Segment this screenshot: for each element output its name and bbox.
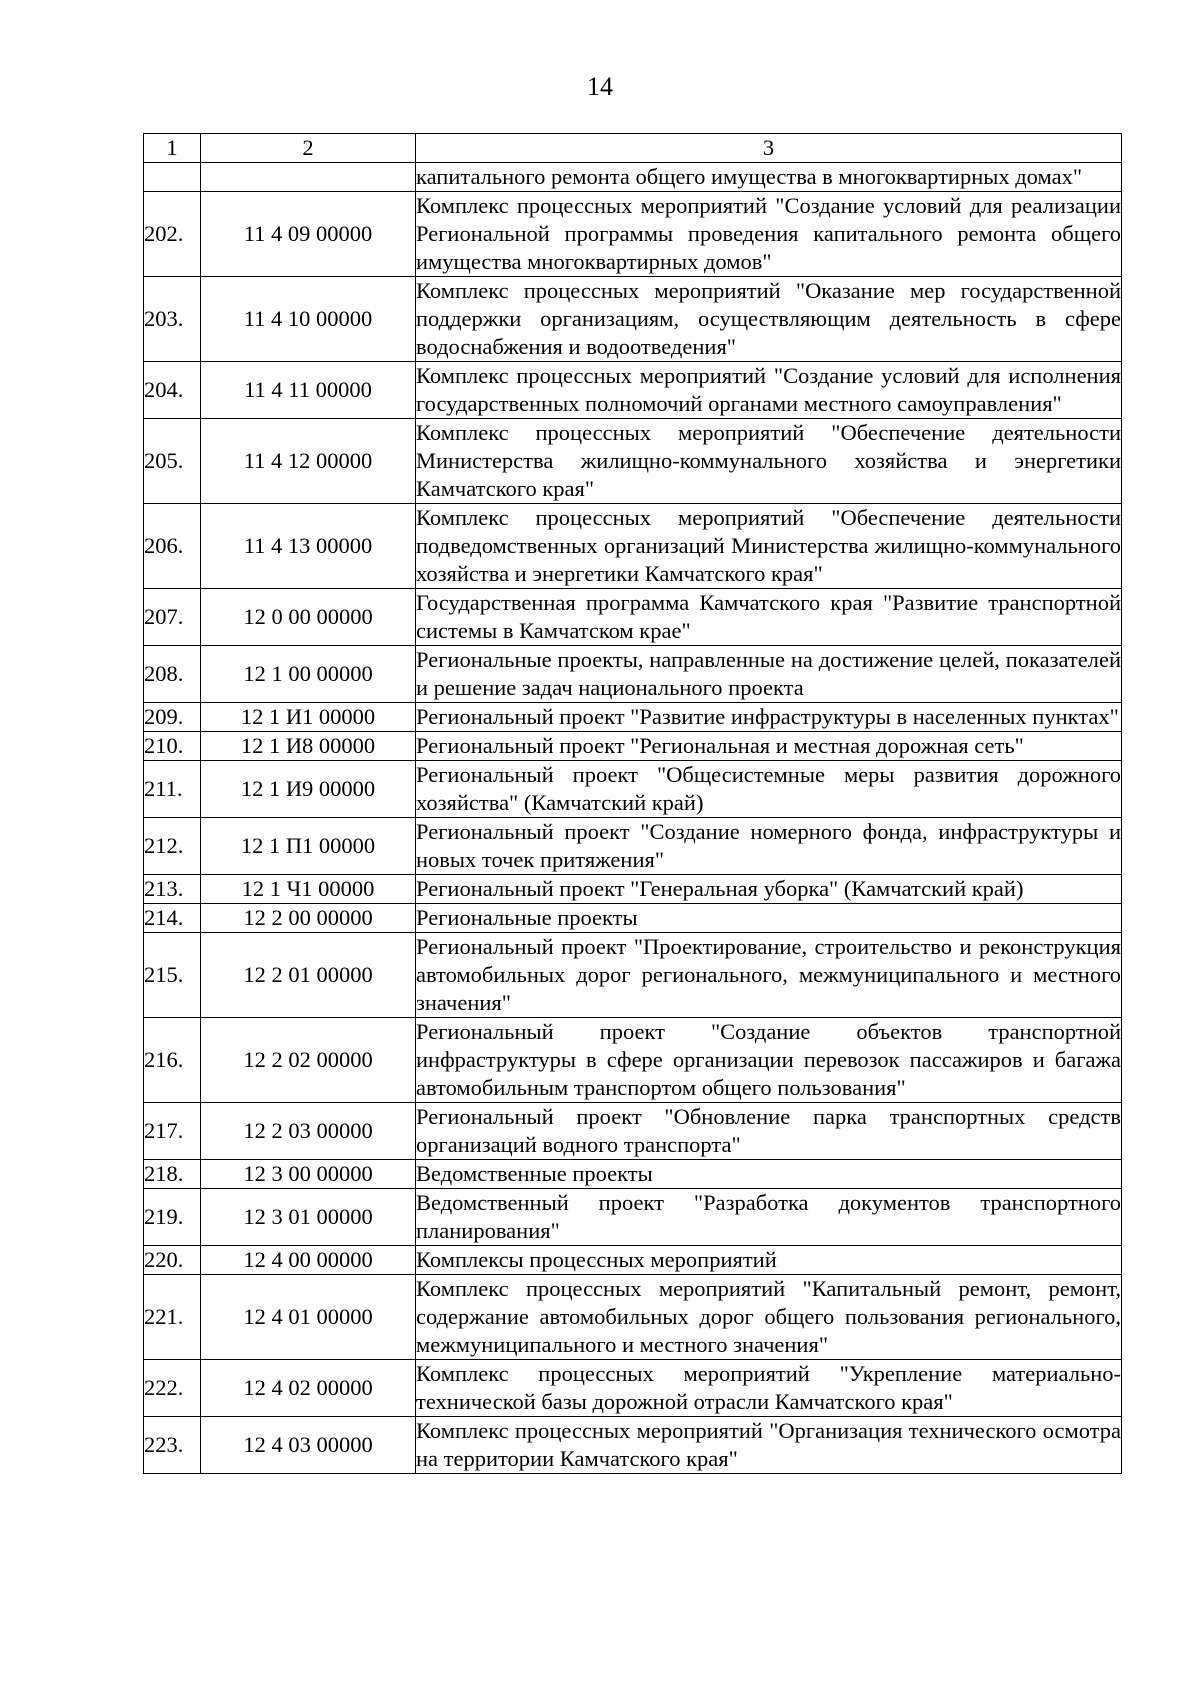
table-row (144, 1417, 1122, 1474)
row-number-cell: 208. (144, 646, 201, 703)
row-code-cell: 12 1 00 00000 (201, 646, 416, 703)
row-name-cell: Комплекс процессных мероприятий "Капитальный ремонт, ремонт, содержание автомобильных дорог общего пользования регионального, межмуниципального и местного значения" (416, 1275, 1122, 1360)
row-code-cell: 12 4 01 00000 (201, 1275, 416, 1360)
row-name-cell: Региональный проект "Генеральная уборка" (Камчатский край) (416, 875, 1122, 904)
row-code-cell: 12 2 03 00000 (201, 1103, 416, 1160)
row-number-cell: 215. (144, 933, 201, 1018)
table-row (144, 504, 1122, 589)
row-name-cell: Комплекс процессных мероприятий "Создание условий для исполнения государственных полномочий органами местного самоуправления" (416, 362, 1122, 419)
table-row (144, 1018, 1122, 1103)
row-name-cell: Комплекс процессных мероприятий "Укрепление материально-технической базы дорожной отрасли Камчатского края" (416, 1360, 1122, 1417)
classification-table (143, 133, 1122, 1474)
row-number-cell: 211. (144, 761, 201, 818)
table-row (144, 646, 1122, 703)
row-name-cell: Региональный проект "Создание объектов транспортной инфраструктуры в сфере организации перевозок пассажиров и багажа автомобильным транспортом общего пользования" (416, 1018, 1122, 1103)
row-code-cell: 12 4 03 00000 (201, 1417, 416, 1474)
column-header-code: 2 (201, 134, 416, 163)
table-body (144, 163, 1122, 1474)
row-name-cell: Комплекс процессных мероприятий "Создание условий для реализации Региональной программы проведения капитального ремонта общего имущества многоквартирных домов" (416, 192, 1122, 277)
row-number-cell: 216. (144, 1018, 201, 1103)
row-code-cell: 12 1 И9 00000 (201, 761, 416, 818)
row-number-cell: 213. (144, 875, 201, 904)
row-code-cell: 12 4 02 00000 (201, 1360, 416, 1417)
row-name-cell: Комплекс процессных мероприятий "Оказание мер государственной поддержки организациям, осуществляющим деятельность в сфере водоснабжения и водоотведения" (416, 277, 1122, 362)
table-row (144, 362, 1122, 419)
row-code-cell: 12 1 И8 00000 (201, 732, 416, 761)
column-header-number: 1 (144, 134, 201, 163)
row-number-cell: 212. (144, 818, 201, 875)
row-name-cell: Региональный проект "Создание номерного фонда, инфраструктуры и новых точек притяжения" (416, 818, 1122, 875)
table-row (144, 1189, 1122, 1246)
row-code-cell: 11 4 13 00000 (201, 504, 416, 589)
row-number-cell: 202. (144, 192, 201, 277)
row-number-cell: 203. (144, 277, 201, 362)
row-name-cell: Региональные проекты (416, 904, 1122, 933)
row-code-cell: 12 2 00 00000 (201, 904, 416, 933)
table-row (144, 1275, 1122, 1360)
row-number-cell (144, 163, 201, 192)
row-number-cell: 214. (144, 904, 201, 933)
page-number: 14 (587, 72, 613, 101)
table-row (144, 1360, 1122, 1417)
row-number-cell: 209. (144, 703, 201, 732)
table-row (144, 703, 1122, 732)
row-name-cell: Государственная программа Камчатского края "Развитие транспортной системы в Камчатском крае" (416, 589, 1122, 646)
row-number-cell: 223. (144, 1417, 201, 1474)
table-row (144, 1160, 1122, 1189)
row-code-cell: 12 0 00 00000 (201, 589, 416, 646)
row-number-cell: 210. (144, 732, 201, 761)
row-code-cell: 12 3 00 00000 (201, 1160, 416, 1189)
row-name-cell: Региональный проект "Обновление парка транспортных средств организаций водного транспорта" (416, 1103, 1122, 1160)
row-number-cell: 220. (144, 1246, 201, 1275)
row-number-cell: 222. (144, 1360, 201, 1417)
table-row (144, 192, 1122, 277)
row-name-cell: Региональные проекты, направленные на достижение целей, показателей и решение задач национального проекта (416, 646, 1122, 703)
table-row (144, 732, 1122, 761)
row-number-cell: 205. (144, 419, 201, 504)
row-code-cell: 12 2 01 00000 (201, 933, 416, 1018)
row-code-cell: 11 4 11 00000 (201, 362, 416, 419)
row-name-cell: Комплексы процессных мероприятий (416, 1246, 1122, 1275)
row-code-cell (201, 163, 416, 192)
table-row (144, 163, 1122, 192)
row-name-cell: Комплекс процессных мероприятий "Обеспечение деятельности подведомственных организаций Министерства жилищно-коммунального хозяйства и энергетики Камчатского края" (416, 504, 1122, 589)
table-row (144, 904, 1122, 933)
table-header-row (144, 134, 1122, 163)
row-number-cell: 217. (144, 1103, 201, 1160)
row-code-cell: 12 1 Ч1 00000 (201, 875, 416, 904)
row-code-cell: 12 2 02 00000 (201, 1018, 416, 1103)
row-code-cell: 11 4 12 00000 (201, 419, 416, 504)
row-name-cell: Региональный проект "Региональная и местная дорожная сеть" (416, 732, 1122, 761)
row-name-cell: Региональный проект "Общесистемные меры развития дорожного хозяйства" (Камчатский край) (416, 761, 1122, 818)
row-code-cell: 11 4 10 00000 (201, 277, 416, 362)
table-row (144, 589, 1122, 646)
row-number-cell: 207. (144, 589, 201, 646)
row-code-cell: 11 4 09 00000 (201, 192, 416, 277)
row-name-cell: Комплекс процессных мероприятий "Обеспечение деятельности Министерства жилищно-коммунального хозяйства и энергетики Камчатского края" (416, 419, 1122, 504)
row-name-cell: Ведомственные проекты (416, 1160, 1122, 1189)
row-code-cell: 12 1 П1 00000 (201, 818, 416, 875)
row-name-cell: Комплекс процессных мероприятий "Организация технического осмотра на территории Камчатского края" (416, 1417, 1122, 1474)
row-code-cell: 12 3 01 00000 (201, 1189, 416, 1246)
table-row (144, 1246, 1122, 1275)
row-code-cell: 12 1 И1 00000 (201, 703, 416, 732)
row-number-cell: 219. (144, 1189, 201, 1246)
table-row (144, 933, 1122, 1018)
table-row (144, 818, 1122, 875)
row-number-cell: 218. (144, 1160, 201, 1189)
row-code-cell: 12 4 00 00000 (201, 1246, 416, 1275)
table-row (144, 761, 1122, 818)
table-row (144, 875, 1122, 904)
row-number-cell: 204. (144, 362, 201, 419)
row-name-cell: Региональный проект "Развитие инфраструктуры в населенных пунктах" (416, 703, 1122, 732)
row-name-cell: капитального ремонта общего имущества в многоквартирных домах" (416, 163, 1122, 192)
row-name-cell: Региональный проект "Проектирование, строительство и реконструкция автомобильных дорог регионального, межмуниципального и местного значения" (416, 933, 1122, 1018)
column-header-name: 3 (416, 134, 1122, 163)
table-row (144, 419, 1122, 504)
row-number-cell: 206. (144, 504, 201, 589)
table-row (144, 1103, 1122, 1160)
row-name-cell: Ведомственный проект "Разработка документов транспортного планирования" (416, 1189, 1122, 1246)
row-number-cell: 221. (144, 1275, 201, 1360)
table-row (144, 277, 1122, 362)
